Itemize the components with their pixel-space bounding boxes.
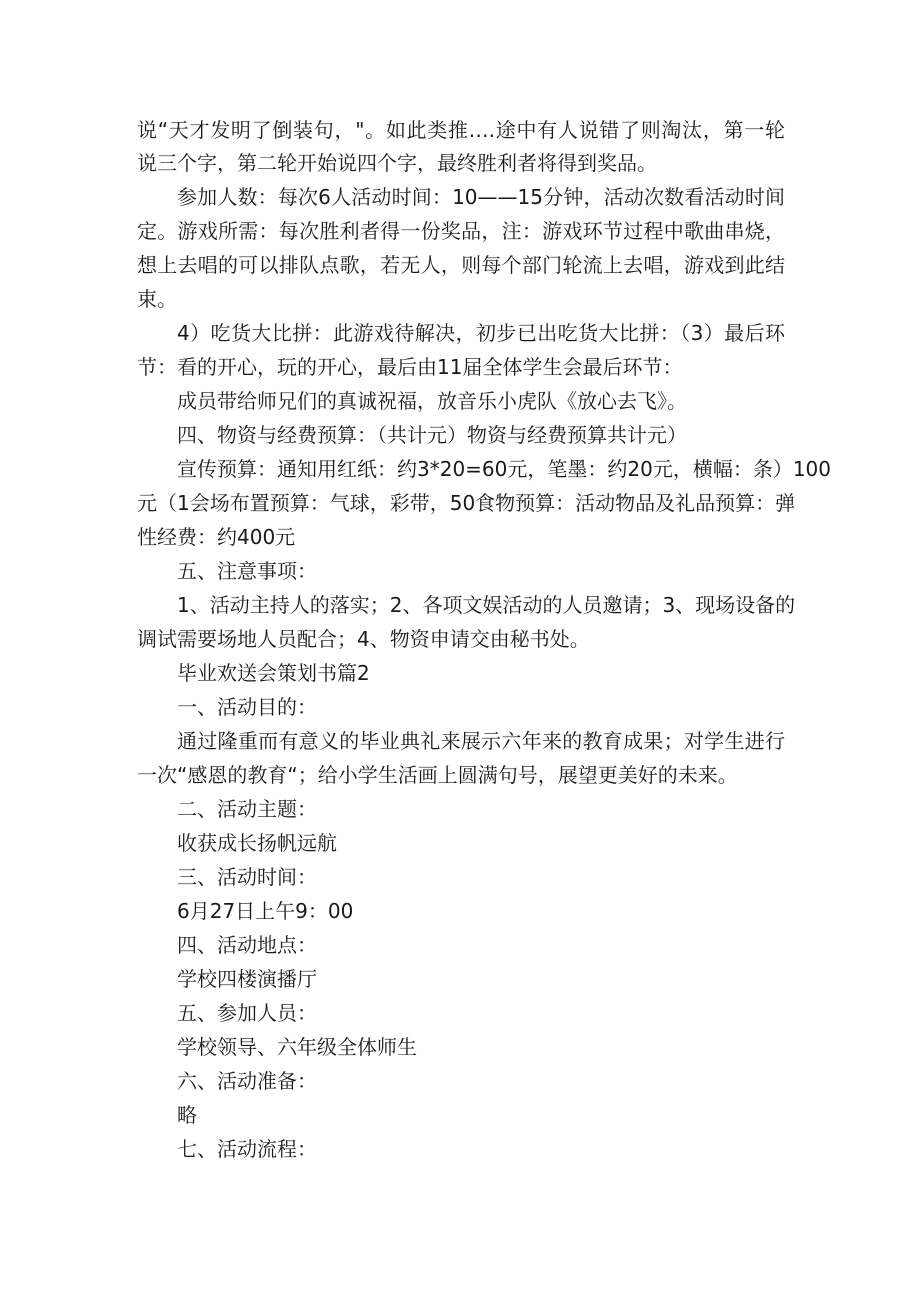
- body-text-line: 节：看的开心，玩的开心，最后由11届全体学生会最后环节：: [137, 355, 683, 379]
- body-text-line: 说“天才发明了倒装句，"。如此类推….途中有人说错了则淘汰，第一轮: [137, 118, 785, 142]
- body-text-line: 收获成长扬帆远航: [177, 831, 337, 855]
- body-text-line: 说三个字，第二轮开始说四个字，最终胜利者将得到奖品。: [137, 151, 657, 175]
- body-text-line: 调试需要场地人员配合；4、物资申请交由秘书处。: [137, 627, 590, 651]
- section-heading: 二、活动主题：: [177, 797, 317, 821]
- body-text-line: 定。游戏所需：每次胜利者得一份奖品，注：游戏环节过程中歌曲串烧，: [137, 219, 785, 243]
- body-text-line: 6月27日上午9：00: [177, 899, 354, 923]
- section-heading: 四、活动地点：: [177, 933, 317, 957]
- body-text-line: 宣传预算：通知用红纸：约3*20=60元，笔墨：约20元，横幅：条）100: [177, 457, 832, 481]
- body-text-line: 1、活动主持人的落实；2、各项文娱活动的人员邀请；3、现场设备的: [177, 593, 796, 617]
- body-text-line: 一次“感恩的教育“；给小学生活画上圆满句号，展望更美好的未来。: [137, 763, 738, 787]
- section-heading: 一、活动目的：: [177, 695, 317, 719]
- section-heading: 五、参加人员：: [177, 1001, 317, 1025]
- section-heading: 七、活动流程：: [177, 1137, 317, 1161]
- section-heading: 五、注意事项：: [177, 559, 317, 583]
- body-text-line: 想上去唱的可以排队点歌，若无人，则每个部门轮流上去唱，游戏到此结: [137, 253, 785, 277]
- body-text-line: 通过隆重而有意义的毕业典礼来展示六年来的教育成果；对学生进行: [177, 729, 785, 753]
- body-text-line: 略: [177, 1103, 197, 1127]
- body-text-line: 束。: [137, 287, 177, 311]
- document-title: 毕业欢送会策划书篇2: [177, 661, 370, 685]
- section-heading: 三、活动时间：: [177, 865, 317, 889]
- body-text-line: 4）吃货大比拼：此游戏待解决，初步已出吃货大比拼：（3）最后环: [177, 321, 785, 345]
- body-text-line: 参加人数：每次6人活动时间：10——15分钟，活动次数看活动时间: [177, 185, 785, 209]
- body-text-line: 成员带给师兄们的真诚祝福，放音乐小虎队《放心去飞》。: [177, 389, 687, 413]
- body-text-line: 元（1会场布置预算：气球，彩带，50食物预算：活动物品及礼品预算：弹: [137, 491, 796, 515]
- body-text-line: 学校四楼演播厅: [177, 967, 317, 991]
- section-heading: 四、物资与经费预算：（共计元）物资与经费预算共计元）: [177, 423, 687, 447]
- body-text-line: 学校领导、六年级全体师生: [177, 1035, 417, 1059]
- section-heading: 六、活动准备：: [177, 1069, 317, 1093]
- body-text-line: 性经费：约400元: [137, 525, 296, 549]
